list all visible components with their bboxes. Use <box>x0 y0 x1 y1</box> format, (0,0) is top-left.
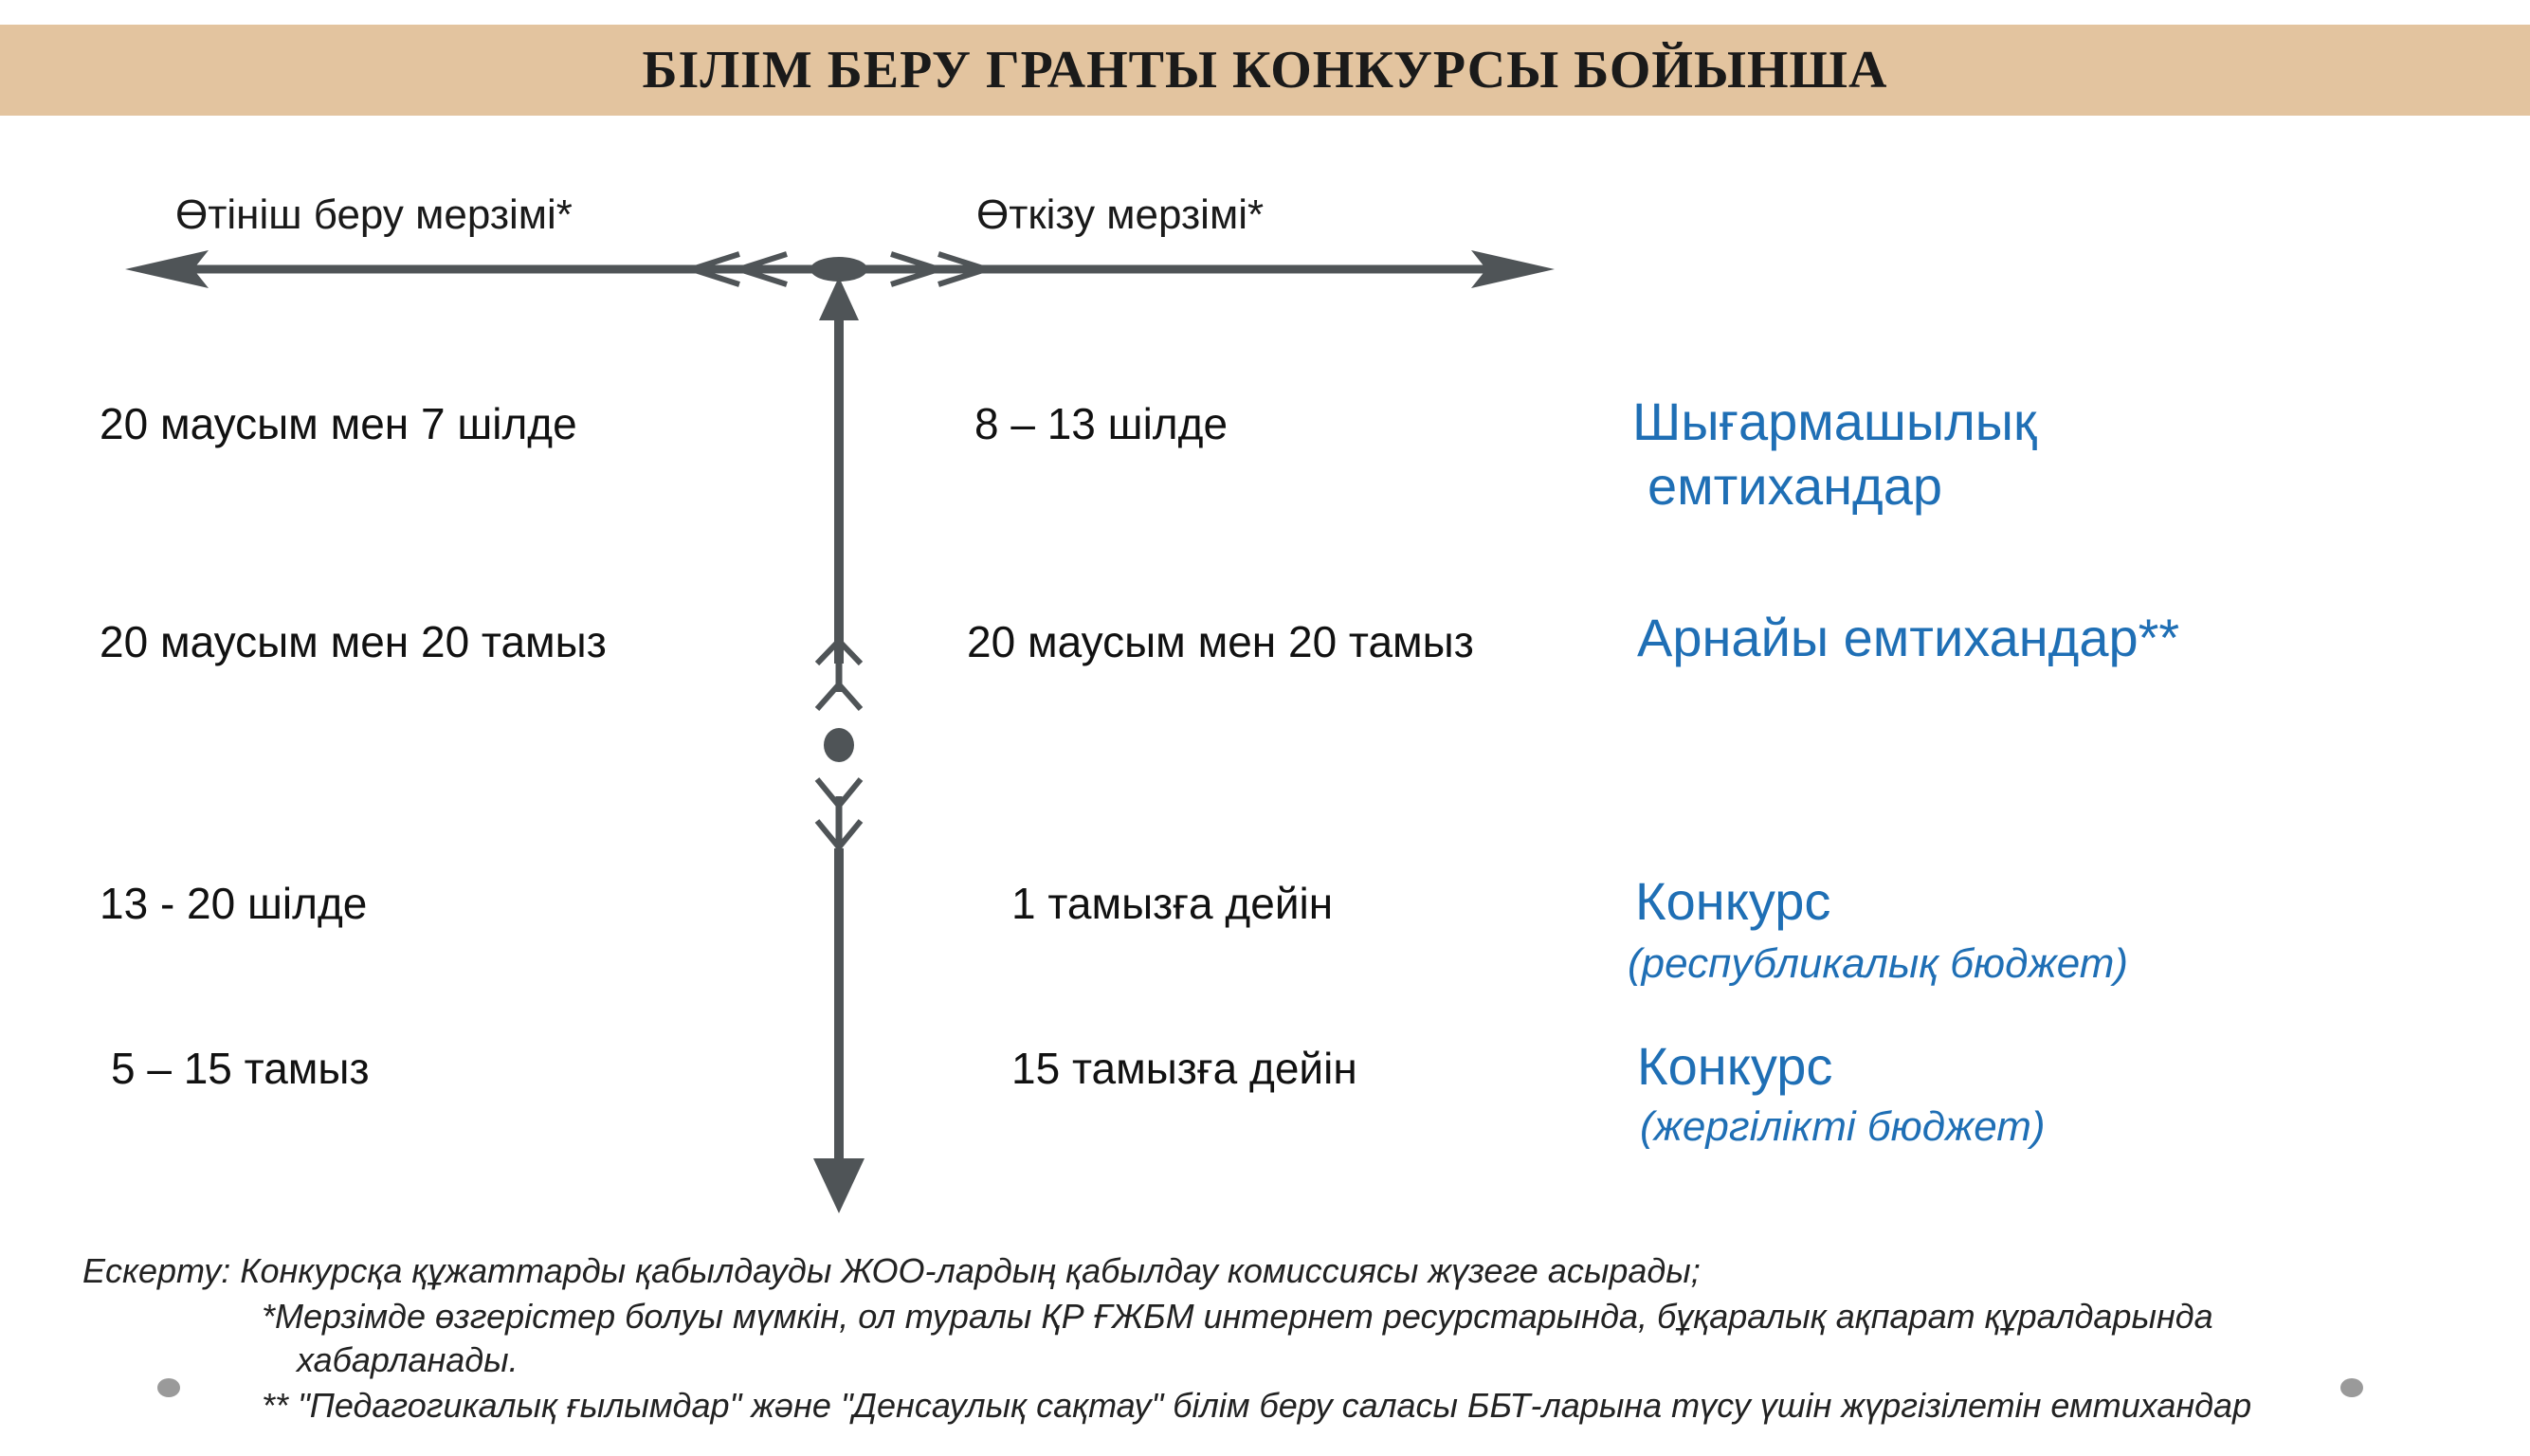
row2-application: 20 маусым мен 20 тамыз <box>100 617 607 666</box>
row4-event-sub: (жергілікті бюджет) <box>1640 1103 2046 1150</box>
note-line-1: Ескерту: Конкурсқа құжаттарды қабылдауды ЖОО-лардың қабылдау комиссиясы жүзеге асырады; <box>82 1251 1701 1290</box>
note-line-3: хабарланады. <box>297 1340 519 1379</box>
header-application-period: Өтініш беру мерзімі* <box>175 191 573 238</box>
row1-conduct: 8 – 13 шілде <box>974 399 1229 448</box>
row2-conduct: 20 маусым мен 20 тамыз <box>967 617 1474 666</box>
row1-application: 20 маусым мен 7 шілде <box>100 399 577 448</box>
middle-node <box>824 728 854 762</box>
page-title: БІЛІМ БЕРУ ГРАНТЫ КОНКУРСЫ БОЙЫНША <box>642 41 1888 100</box>
vertical-arrow-head-bottom <box>813 1158 865 1213</box>
row3-event: Конкурс <box>1635 871 1831 931</box>
row3-application: 13 - 20 шілде <box>100 879 368 928</box>
note-line-2: *Мерзімде өзгерістер болуы мүмкін, ол туралы ҚР ҒЖБМ интернет ресурстарында, бұқаралық ақпарат құралдарында <box>262 1297 2213 1336</box>
row4-application: 5 – 15 тамыз <box>111 1044 370 1093</box>
decorative-dot-left <box>157 1378 180 1397</box>
row3-conduct: 1 тамызға дейін <box>1011 879 1334 928</box>
row1-event: Шығармашылық <box>1632 391 2037 451</box>
row1-event-line2: емтихандар <box>1647 456 1942 516</box>
row3-event-sub: (республикалық бюджет) <box>1628 940 2128 987</box>
note-line-4: ** "Педагогикалық ғылымдар" және "Денсаулық сақтау" білім беру саласы ББТ-ларына түсу үшін жүргізілетін емтихандар <box>262 1386 2252 1425</box>
header-conduct-period: Өткізу мерзімі* <box>976 191 1265 238</box>
row4-conduct: 15 тамызға дейін <box>1011 1044 1357 1093</box>
decorative-dot-right <box>2340 1378 2363 1397</box>
row4-event: Конкурс <box>1637 1036 1833 1096</box>
row2-event: Арнайы емтихандар** <box>1637 608 2180 667</box>
